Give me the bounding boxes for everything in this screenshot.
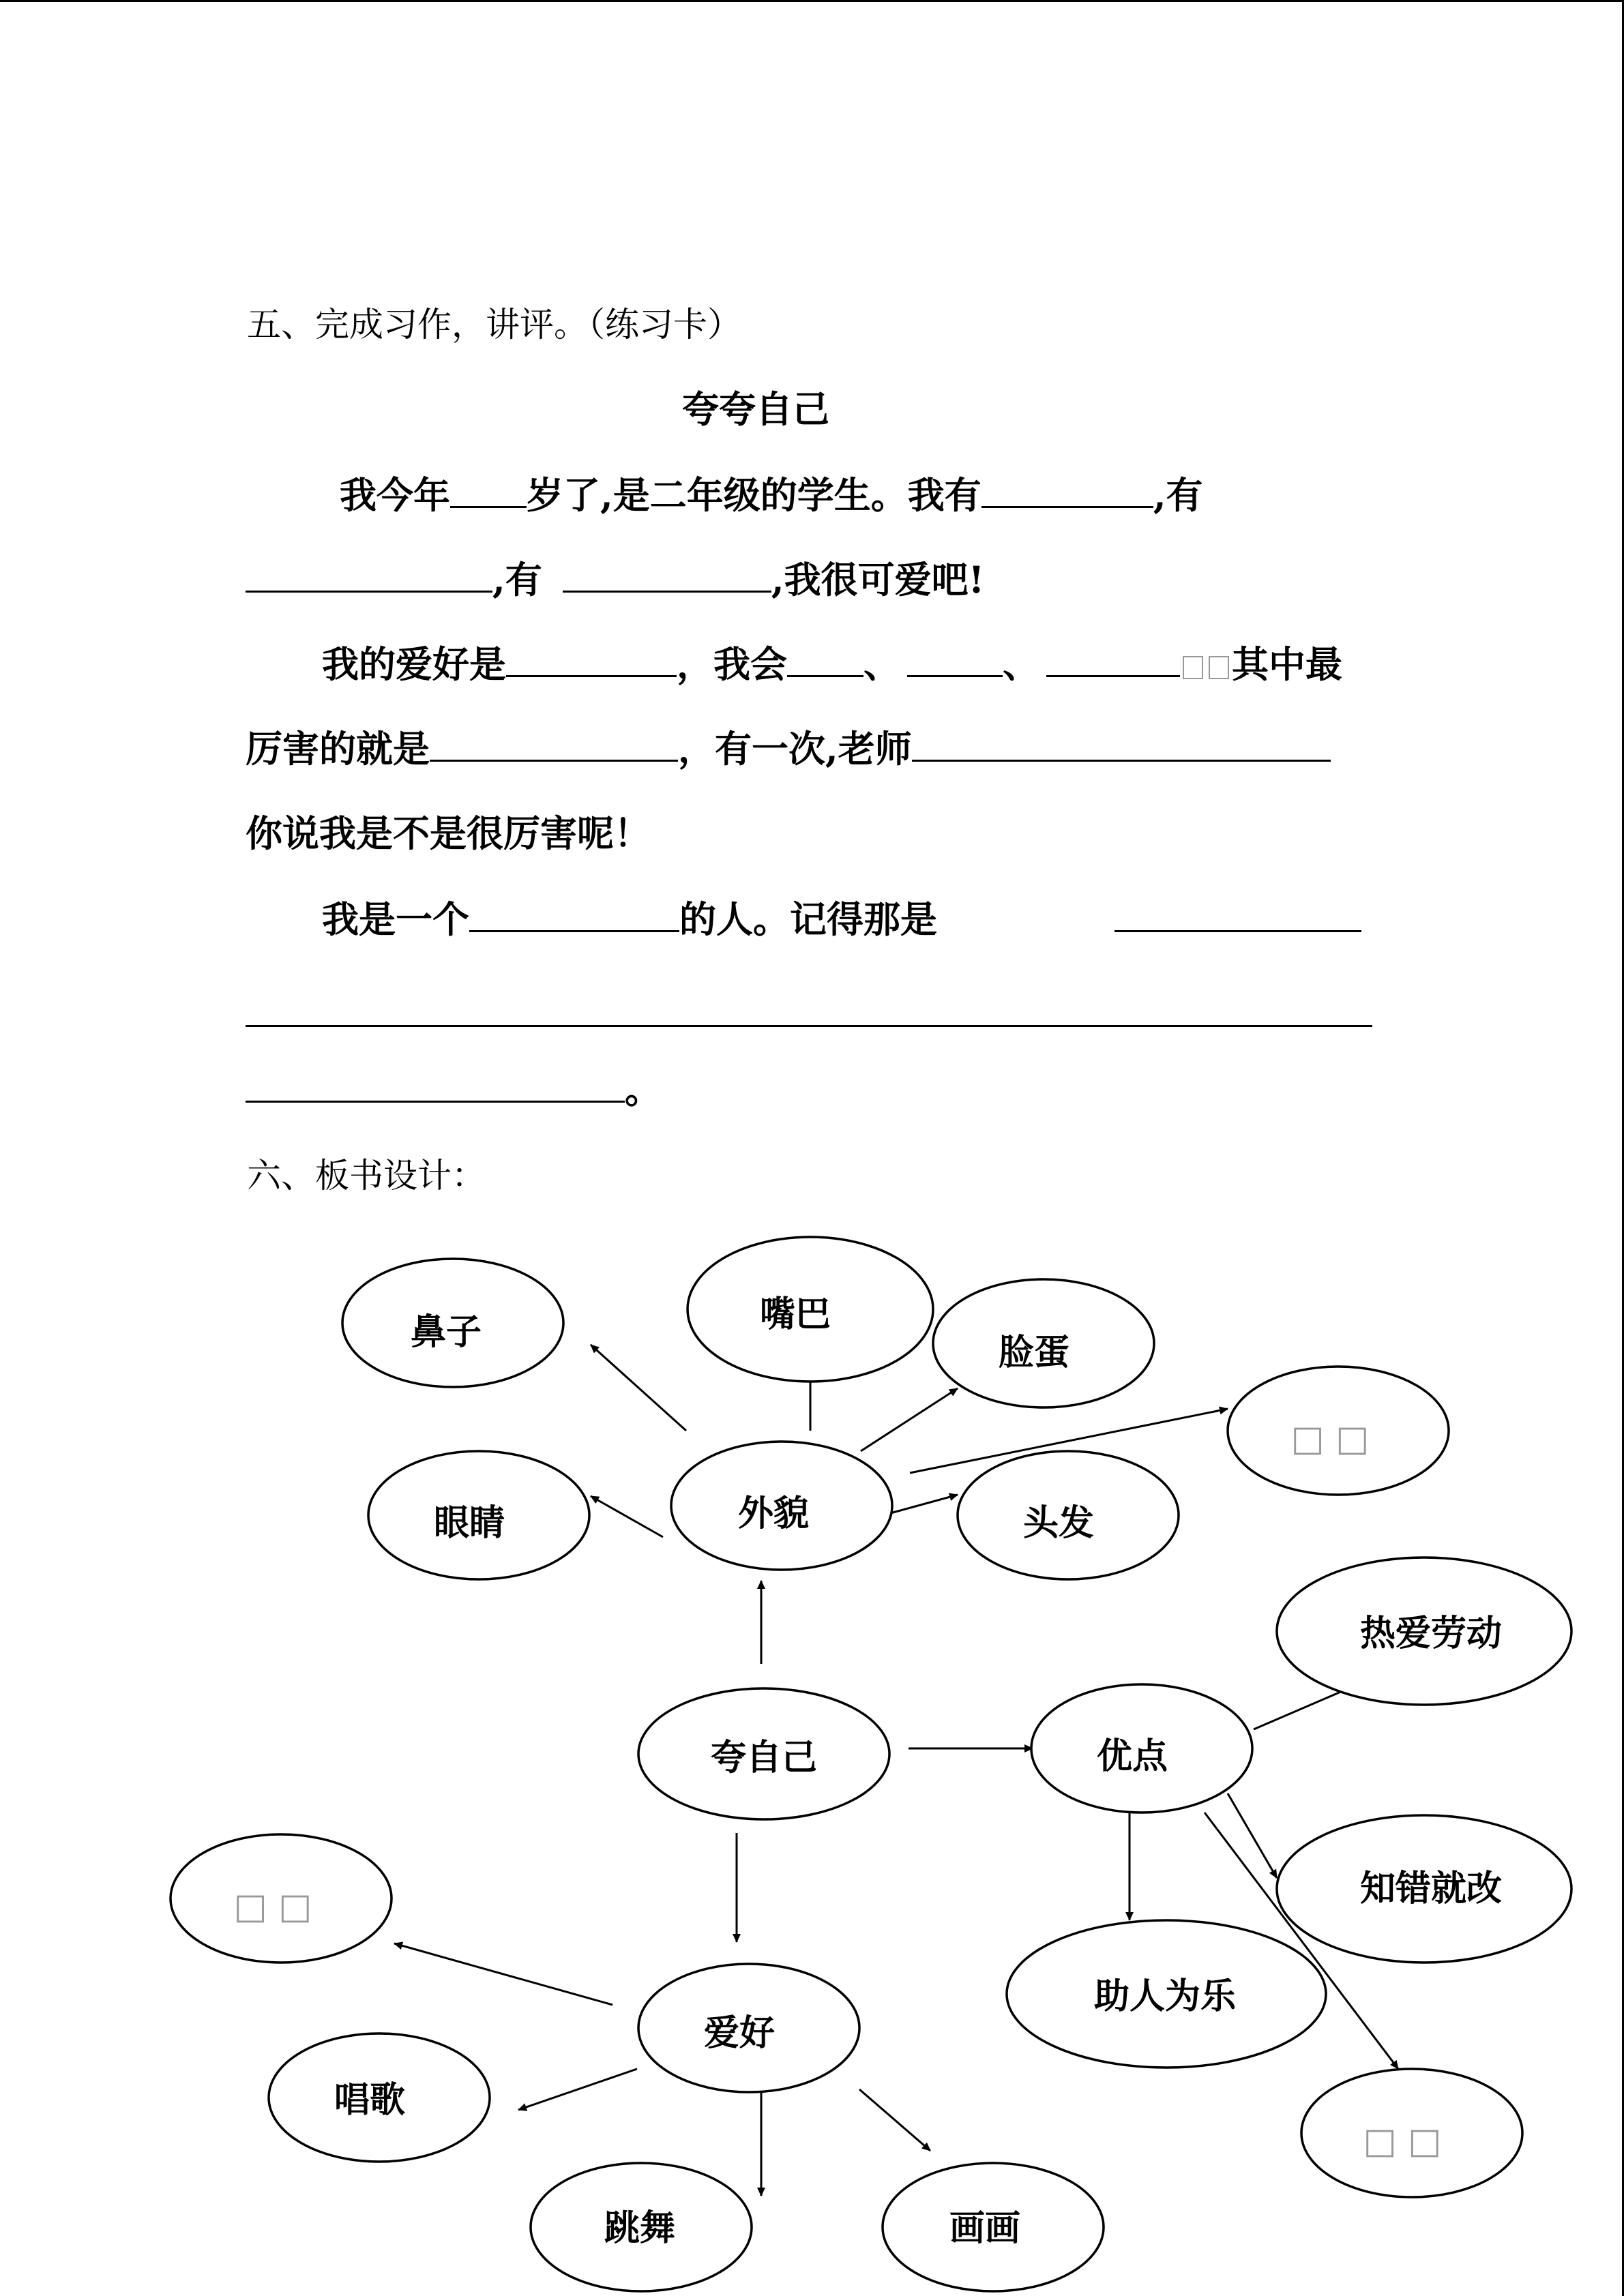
essay-text: ，我会 [677, 642, 787, 686]
label-dancing: 跳舞 [604, 2208, 676, 2249]
arrow-to-correct-mistakes [1228, 1793, 1277, 1878]
label-hardworking: 热爱劳动 [1359, 1613, 1503, 1654]
label-hobbies-extra: □ □ [233, 1886, 312, 1927]
essay-text: ,有 [492, 558, 542, 601]
label-strengths: 优点 [1096, 1736, 1168, 1777]
essay-text: 的人。记得那是 [679, 897, 937, 941]
label-mouth: 嘴巴 [759, 1294, 831, 1335]
essay-text: ,我很可爱吧! [771, 558, 985, 601]
label-eyes: 眼睛 [433, 1503, 505, 1544]
label-hair: 头发 [1022, 1503, 1095, 1544]
label-appearance: 外貌 [737, 1493, 810, 1534]
arrow-to-hobbies-extra [394, 1943, 612, 2005]
essay-text: 我今年 [340, 473, 450, 517]
label-strengths-extra: □ □ [1363, 2121, 1442, 2162]
essay-text: 我是一个 [322, 897, 469, 941]
arrow-to-face [861, 1388, 958, 1451]
essay-text: 我的爱好是 [322, 642, 506, 686]
essay-line-5: 你说我是不是很厉害呢！ [246, 811, 651, 855]
essay-text: 、 [1003, 642, 1039, 686]
essay-text: 厉害的就是 [246, 727, 430, 771]
essay-text: 、 [863, 642, 900, 686]
label-helping: 助人为乐 [1093, 1976, 1237, 2017]
essay-title: 夸夸自己 [682, 387, 829, 431]
label-center: 夸自己 [710, 1738, 818, 1778]
label-face: 脸蛋 [998, 1332, 1070, 1373]
arrow-to-hair [888, 1495, 958, 1514]
section-six-heading: 六、板书设计： [247, 1156, 486, 1195]
essay-text: 。 [625, 1068, 662, 1112]
label-hobbies: 爱好 [703, 2013, 776, 2054]
arrow-to-eyes [591, 1496, 663, 1537]
essay-text: 岁了,是二年级的学生。我有 [527, 473, 981, 517]
arrow-to-singing [518, 2069, 637, 2110]
arrow-to-hardworking [1254, 1687, 1352, 1729]
label-drawing: 画画 [949, 2208, 1021, 2249]
label-correct-mistakes: 知错就改 [1359, 1868, 1503, 1909]
arrow-to-drawing [859, 2089, 930, 2151]
section-five-heading: 五、完成习作，讲评。（练习卡） [247, 305, 741, 344]
essay-text: ，有一次,老师 [678, 727, 912, 771]
label-appearance-extra: □ □ [1290, 1418, 1370, 1459]
essay-text: ,有 [1153, 473, 1203, 517]
essay-text: 其中最 [1232, 642, 1342, 686]
label-nose: 鼻子 [410, 1312, 482, 1353]
label-singing: 唱歌 [334, 2080, 406, 2121]
arrow-to-nose [591, 1345, 686, 1431]
